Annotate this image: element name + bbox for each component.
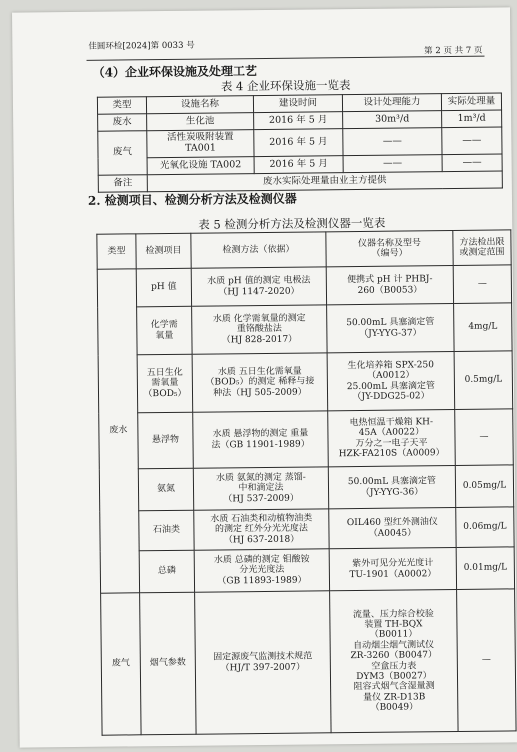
table-row	[98, 303, 512, 355]
facility-name-cell: 活性炭吸附装置 TA001	[147, 130, 254, 158]
actual-volume-cell: 1m³/d	[442, 110, 502, 128]
note-label: 备注	[98, 175, 147, 193]
column-header: 类型	[97, 97, 146, 115]
section-4-title: （4）企业环保设施及处理工艺	[92, 64, 258, 80]
column-header: 建设时间	[253, 95, 342, 113]
item-cell: 悬浮物	[138, 412, 194, 469]
item-cell: 石油类	[139, 510, 194, 551]
type-cell: 废水	[97, 269, 139, 593]
method-cell: 固定源废气监测技术规范 （HJ/T 397-2007）	[195, 591, 331, 734]
actual-volume-cell: ——	[442, 154, 502, 172]
table-row	[100, 507, 514, 551]
method-cell: 水质 氨氮的测定 蒸馏- 中和滴定法 （HJ 537-2009）	[193, 467, 328, 510]
column-header: 方法检出限 或测定范围	[453, 230, 511, 266]
build-time-cell: 2016 年 5 月	[254, 112, 343, 130]
table-row	[101, 589, 516, 735]
column-header: 仪器名称及型号 （编号）	[326, 231, 453, 267]
item-cell: 氨氮	[138, 468, 193, 511]
header-divider	[87, 56, 485, 61]
limit-cell: —	[455, 409, 514, 466]
build-time-cell: 2016 年 5 月	[254, 129, 343, 157]
method-cell: 水质 悬浮物的测定 重量 法（GB 11901-1989）	[193, 411, 329, 468]
table-row	[99, 409, 514, 469]
table-row	[97, 265, 511, 307]
instrument-cell: 生化培养箱 SPX-250 （A0012） 25.00mL 具塞滴定管 （JY-DDG25-02）	[327, 351, 455, 410]
limit-cell: 0.05mg/L	[455, 465, 513, 508]
table-4-caption: 表 4 企业环保设施一览表	[220, 78, 351, 94]
item-cell: 烟气参数	[140, 592, 196, 735]
instrument-cell: 流量、压力综合校验 装置 TH-BQX （B0011） 自动烟尘烟气测试仪 ZR-3260（B0047） 空盒压力表 DYM3（B0027） 阻容式烟气含湿量测 量仪 ZR-D13B （B0049）	[330, 589, 458, 732]
method-cell: 水质 五日生化需氧量 （BOD₅）的测定 稀释与接 种法（HJ 505-2009）	[192, 353, 328, 412]
table-5-caption: 表 5 检测分析方法及检测仪器一览表	[198, 215, 386, 232]
column-header: 实际处理量	[441, 93, 501, 111]
limit-cell: 0.06mg/L	[456, 507, 514, 548]
facility-name-cell: 生化池	[147, 113, 254, 131]
build-time-cell: 2016 年 5 月	[254, 156, 343, 174]
design-capacity-cell: ——	[343, 155, 442, 173]
design-capacity-cell: 30m³/d	[343, 111, 442, 129]
page-number: 第 2 页 共 7 页	[424, 45, 483, 57]
actual-volume-cell: ——	[442, 127, 502, 155]
item-cell: 总磷	[139, 550, 194, 593]
table-row	[98, 351, 513, 413]
limit-cell: 0.5mg/L	[454, 351, 513, 410]
method-cell: 水质 pH 值的测定 电极法 （HJ 1147-2020）	[191, 267, 326, 306]
type-cell: 废气	[98, 131, 147, 176]
instrument-cell: 紫外可见分光光度计 TU-1901（A0002）	[329, 547, 456, 590]
column-header: 类型	[97, 234, 136, 269]
table-row	[98, 127, 502, 158]
instrument-cell: OIL460 型红外测油仪 （A0045）	[329, 507, 456, 548]
environmental-facilities-table	[97, 92, 503, 192]
column-header: 设施名称	[146, 96, 253, 114]
table-header-row	[97, 230, 511, 269]
method-cell: 水质 总磷的测定 钼酸铵 分光光度法 （GB 11893-1989）	[194, 549, 329, 592]
method-cell: 水质 石油类和动植物油类 的测定 红外分光光度法 （HJ 637-2018）	[194, 509, 329, 550]
column-header: 检测方法（依据）	[191, 232, 326, 268]
table-note-row	[98, 171, 502, 192]
table-row	[100, 547, 514, 593]
methods-instruments-table	[96, 229, 516, 735]
section-2-title: 2. 检测项目、检测分析方法及检测仪器	[87, 191, 297, 208]
type-cell: 废水	[98, 114, 147, 132]
item-cell: pH 值	[136, 268, 191, 307]
instrument-cell: 电热恒温干燥箱 KH- 45A（A0022） 万分之一电子天平 HZK-FA210S（A0009）	[328, 409, 456, 466]
column-header: 设计处理能力	[342, 94, 441, 112]
note-text: 废水实际处理量由业主方提供	[147, 171, 502, 192]
limit-cell: —	[457, 589, 516, 732]
instrument-cell: 便携式 pH 计 PHBJ- 260（B0053）	[326, 266, 453, 305]
facility-name-cell: 光氧化设施 TA002	[147, 157, 254, 175]
item-cell: 五日生化 需氧量 （BOD₅）	[137, 354, 193, 413]
limit-cell: 0.01mg/L	[456, 547, 514, 590]
method-cell: 水质 化学需氧量的测定 重铬酸盐法 （HJ 828-2017）	[192, 305, 327, 354]
column-header: 检测项目	[136, 233, 191, 269]
item-cell: 化学需 氧量	[137, 306, 192, 355]
type-cell: 废气	[101, 593, 141, 735]
report-number: 佳圆环检[2024]第 0033 号	[88, 40, 195, 52]
table-row	[99, 465, 513, 511]
limit-cell: 4mg/L	[454, 303, 512, 352]
design-capacity-cell: ——	[343, 128, 442, 156]
instrument-cell: 50.00mL 具塞滴定管 （JY-YYG-37）	[327, 303, 454, 352]
limit-cell: —	[453, 265, 511, 304]
instrument-cell: 50.00mL 具塞滴定管 （JY-YYG-36）	[328, 465, 455, 508]
document-page	[12, 7, 517, 747]
